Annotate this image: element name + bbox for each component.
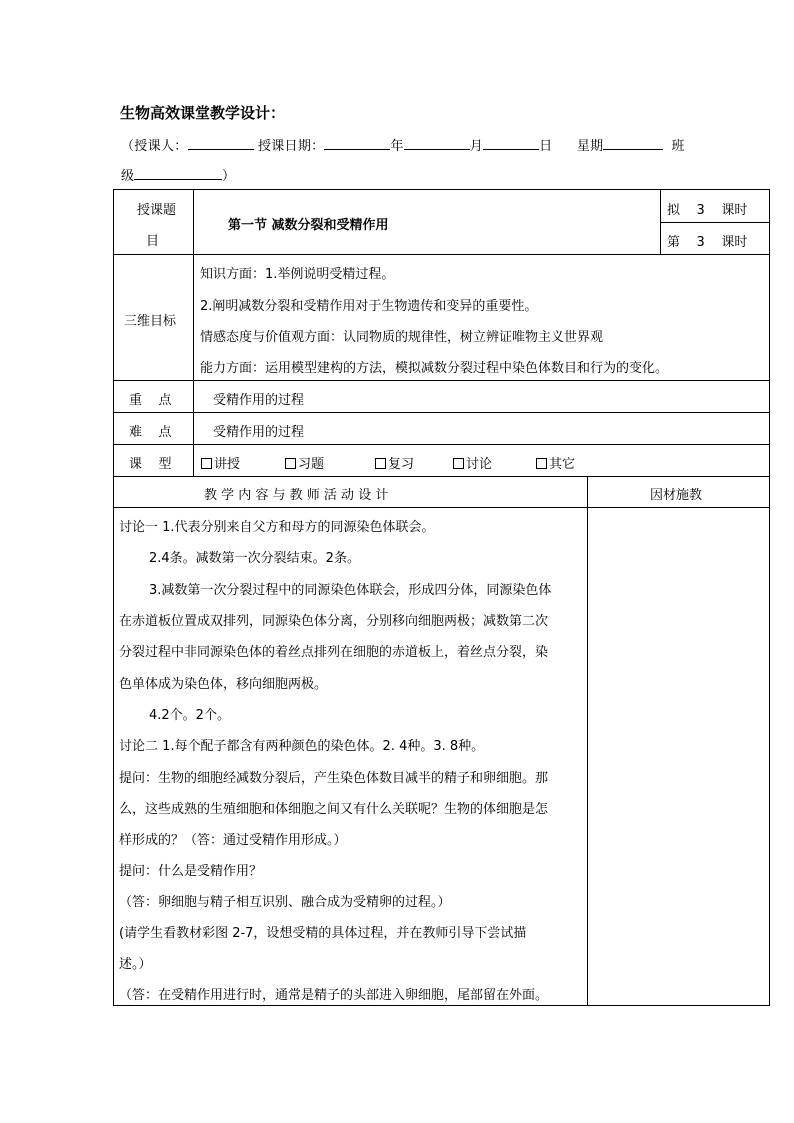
goal-line: 2.阐明减数分裂和受精作用对于生物遗传和变异的重要性。 xyxy=(200,299,538,314)
checkbox-icon[interactable] xyxy=(375,458,386,469)
lesson-type-option-lecture[interactable]: 讲授 xyxy=(201,453,240,472)
topic-label-line2: 目 xyxy=(146,234,160,249)
table-border-top xyxy=(113,189,770,190)
content-line: 4.2个。2个。 xyxy=(149,708,230,723)
table-line xyxy=(113,444,770,445)
differentiation-column-header: 因材施教 xyxy=(650,488,703,503)
weekday-label: 星期 xyxy=(576,139,604,154)
planned-hours: 拟 3 课时 xyxy=(667,203,748,218)
table-line xyxy=(113,412,770,413)
lecturer-label: （授课人： xyxy=(121,139,188,154)
lecturer-field[interactable] xyxy=(188,138,254,150)
checkbox-icon[interactable] xyxy=(201,458,212,469)
table-line xyxy=(660,189,661,254)
lesson-type-option-discussion[interactable]: 讨论 xyxy=(453,453,492,472)
document-title: 生物高效课堂教学设计： xyxy=(120,104,286,122)
month-label: 月 xyxy=(469,139,484,154)
class-label-2: 级 xyxy=(121,169,135,184)
difficulty-value: 受精作用的过程 xyxy=(213,425,305,440)
content-line: 分裂过程中非同源染色体的着丝点排列在细胞的赤道板上，着丝点分裂，染 xyxy=(119,645,549,660)
table-border-left xyxy=(113,189,114,1006)
lecture-info-line xyxy=(121,135,685,154)
content-line: 述。） xyxy=(119,957,152,972)
table-line xyxy=(113,476,770,477)
checkbox-icon[interactable] xyxy=(536,458,547,469)
table-line xyxy=(113,507,770,508)
lesson-type-option-review[interactable]: 复习 xyxy=(375,453,414,472)
content-line: 讨论二 1.每个配子都含有两种颜色的染色体。2. 4种。3. 8种。 xyxy=(119,739,485,754)
lesson-type-label: 课 型 xyxy=(129,457,172,472)
topic-label-line1: 授课题 xyxy=(137,203,177,218)
content-column-header: 教 学 内 容 与 教 师 活 动 设 计 xyxy=(204,488,389,503)
class-field[interactable] xyxy=(134,168,222,180)
content-line: 提问：什么是受精作用？ xyxy=(119,864,263,879)
table-line xyxy=(113,380,770,381)
content-line: 2.4条。减数第一次分裂结束。2条。 xyxy=(149,551,360,566)
content-line: （答：卵细胞与精子相互识别、融合成为受精卵的过程。） xyxy=(119,895,451,910)
year-field[interactable] xyxy=(324,138,390,150)
content-line: 在赤道板位置成双排列，同源染色体分离，分别移向细胞两极；减数第二次 xyxy=(119,614,549,629)
key-point-value: 受精作用的过程 xyxy=(213,393,305,408)
content-line: 色单体成为染色体，移向细胞两极。 xyxy=(119,677,328,692)
table-line xyxy=(587,476,588,1006)
key-point-label: 重 点 xyxy=(129,393,172,408)
year-label: 年 xyxy=(390,139,404,154)
content-line: 3.减数第一次分裂过程中的同源染色体联会，形成四分体，同源染色体 xyxy=(149,583,552,598)
difficulty-label: 难 点 xyxy=(129,425,172,440)
table-border-bottom xyxy=(113,1005,770,1006)
goal-line: 能力方面：运用模型建构的方法，模拟减数分裂过程中染色体数目和行为的变化。 xyxy=(200,361,669,376)
class-info-line xyxy=(121,165,235,184)
date-label: 授课日期： xyxy=(257,139,325,154)
table-line xyxy=(660,222,770,223)
goals-label: 三维目标 xyxy=(124,314,177,329)
content-line: 提问：生物的细胞经减数分裂后，产生染色体数目减半的精子和卵细胞。那 xyxy=(119,771,549,786)
lesson-type-option-exercise[interactable]: 习题 xyxy=(285,453,324,472)
content-line: 样形成的？（答：通过受精作用形成。） xyxy=(119,833,347,848)
table-line xyxy=(113,254,770,255)
close-paren: ） xyxy=(222,169,236,184)
class-label: 班 xyxy=(671,139,685,154)
goal-line: 知识方面：1.举例说明受精过程。 xyxy=(200,267,395,282)
table-line xyxy=(193,189,194,476)
checkbox-icon[interactable] xyxy=(453,458,464,469)
day-field[interactable] xyxy=(483,138,539,150)
content-line: 么，这些成熟的生殖细胞和体细胞之间又有什么关联呢？生物的体细胞是怎 xyxy=(119,802,549,817)
content-line: (请学生看教材彩图 2-7，设想受精的具体过程，并在教师引导下尝试描 xyxy=(119,926,527,941)
month-field[interactable] xyxy=(404,138,470,150)
topic-value: 第一节 减数分裂和受精作用 xyxy=(228,218,389,233)
goal-line: 情感态度与价值观方面：认同物质的规律性，树立辨证唯物主义世界观 xyxy=(200,330,604,345)
current-hour: 第 3 课时 xyxy=(667,235,748,250)
table-border-right xyxy=(769,189,770,1006)
content-line: 讨论一 1.代表分别来自父方和母方的同源染色体联会。 xyxy=(119,520,435,535)
lesson-type-option-other[interactable]: 其它 xyxy=(536,453,575,472)
content-line: （答：在受精作用进行时，通常是精子的头部进入卵细胞，尾部留在外面。 xyxy=(119,988,549,1003)
checkbox-icon[interactable] xyxy=(285,458,296,469)
weekday-field[interactable] xyxy=(603,138,663,150)
day-label: 日 xyxy=(539,139,553,154)
